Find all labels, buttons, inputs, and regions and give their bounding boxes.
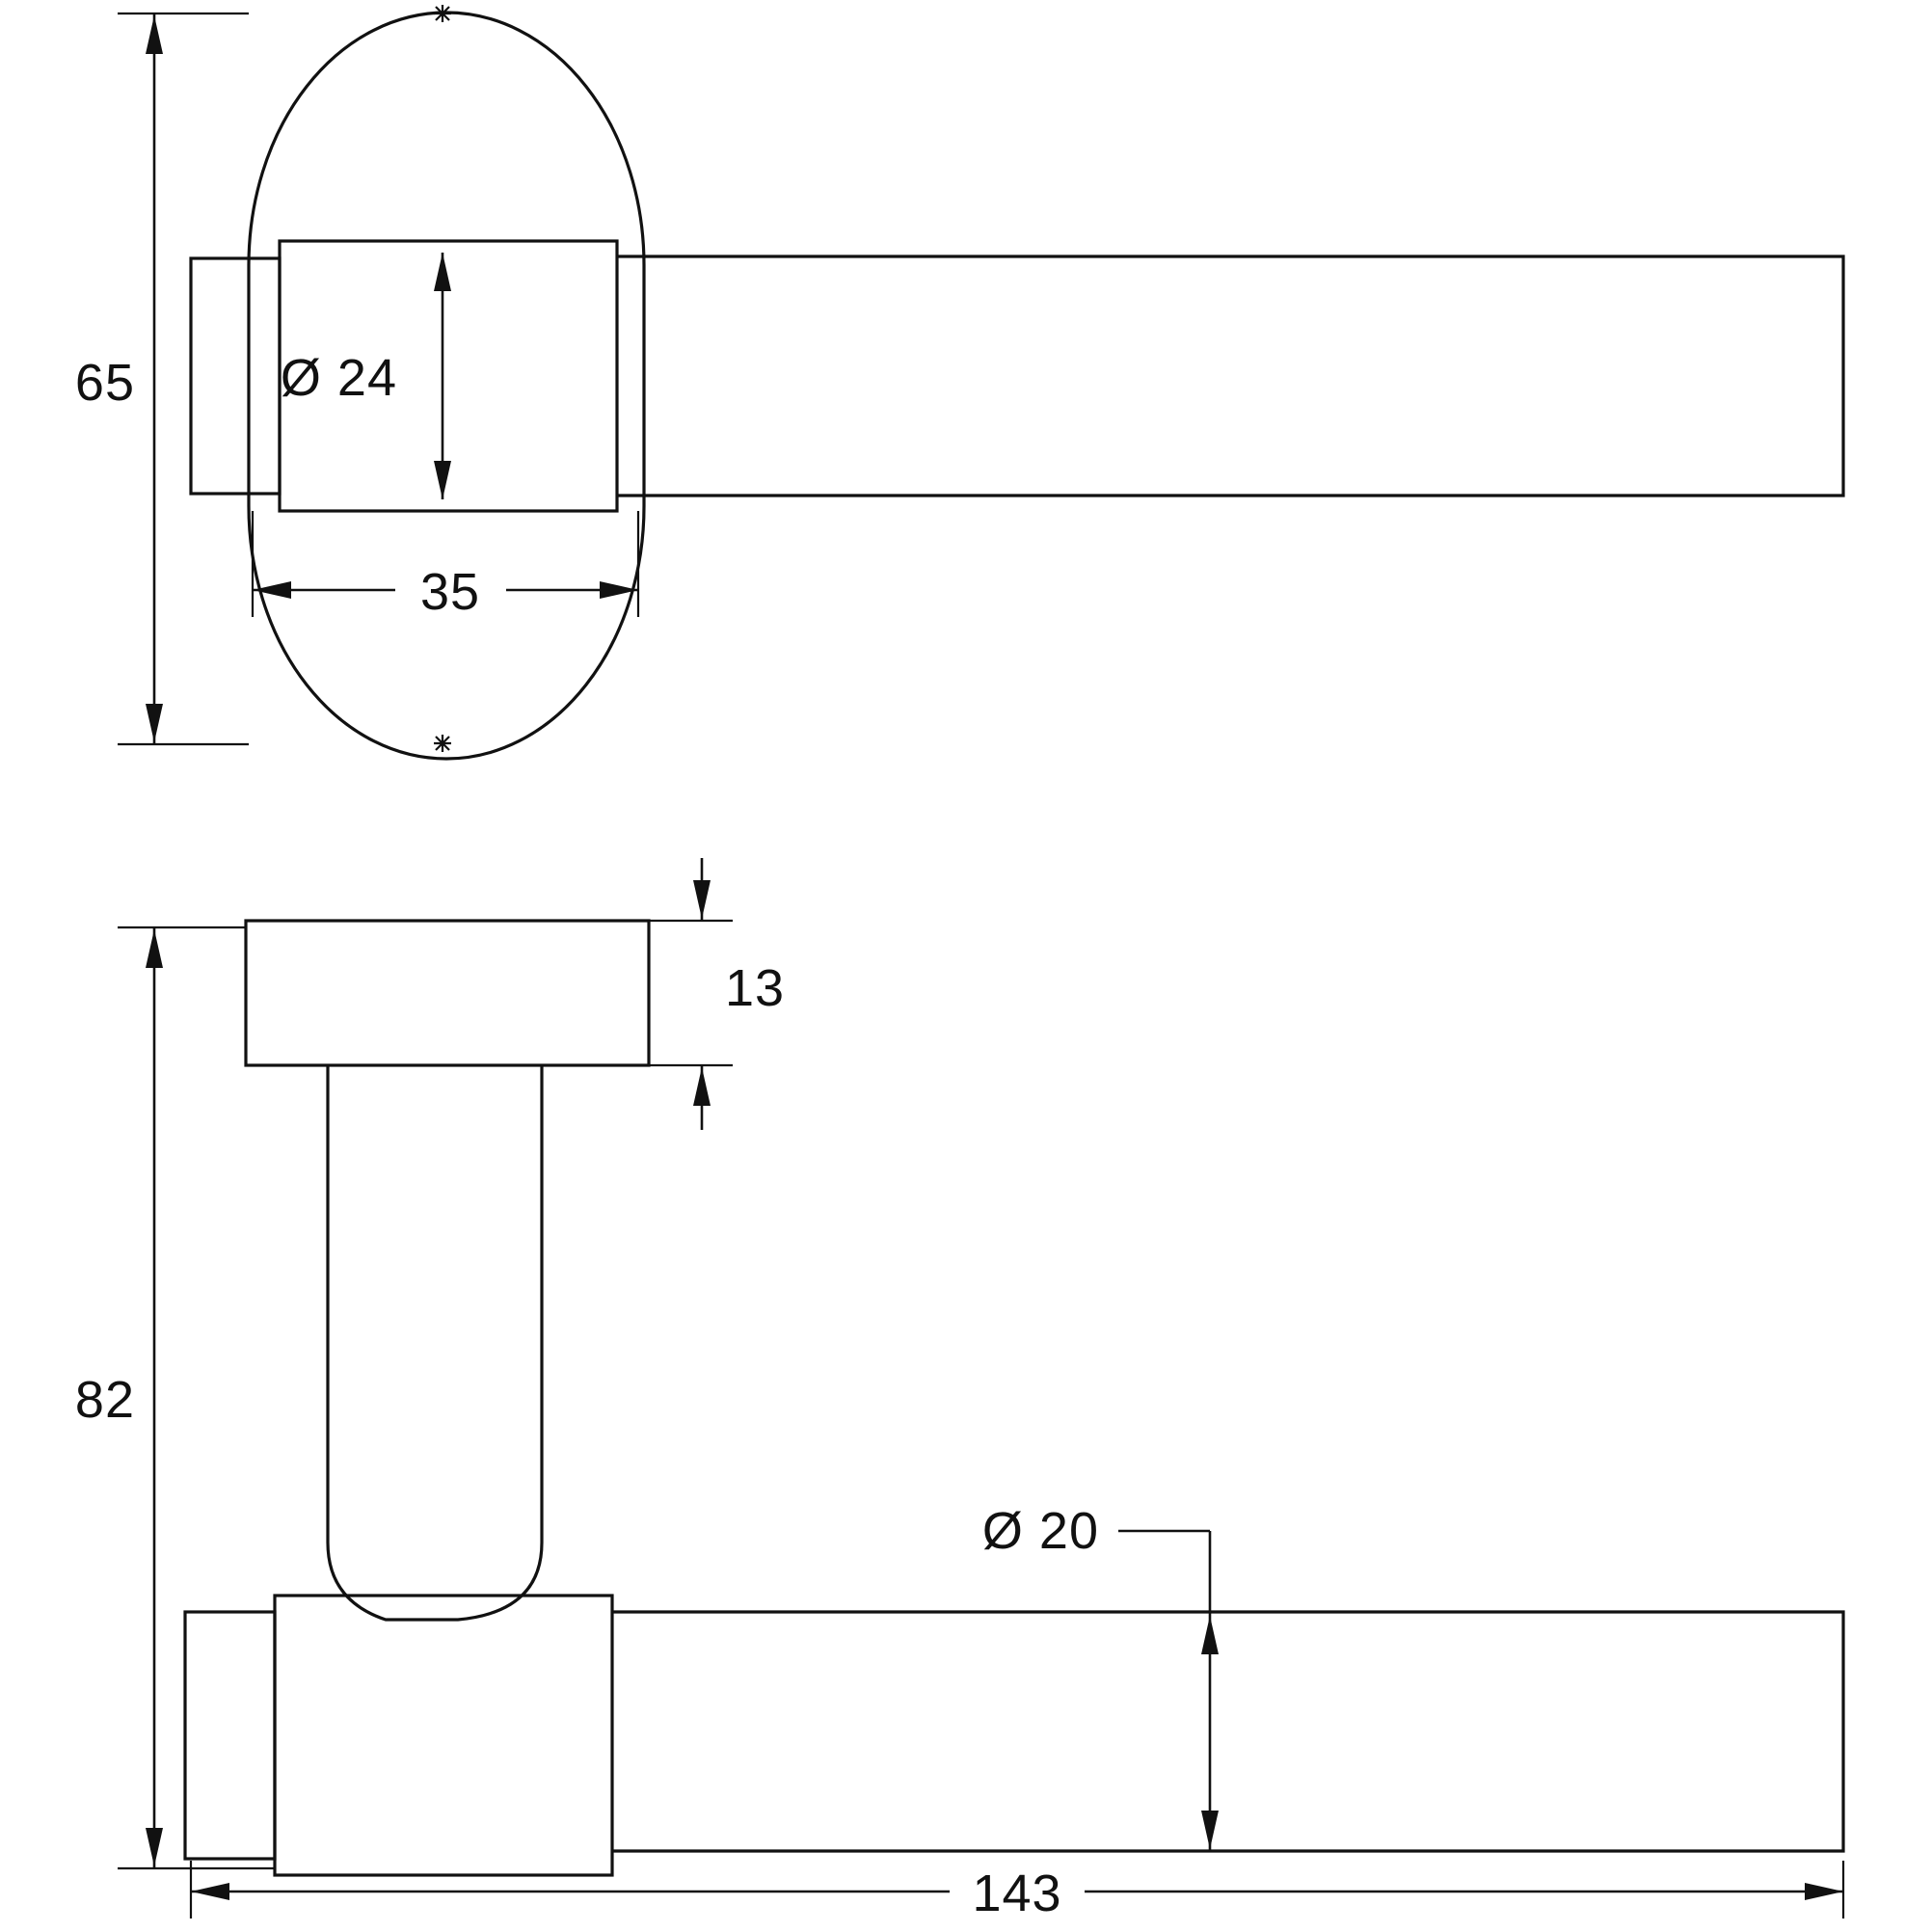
dim-label-82: 82 — [74, 1371, 135, 1429]
dim-label-24: Ø 24 — [280, 349, 397, 407]
center-mark-bottom-icon — [434, 735, 451, 752]
dim-label-20: Ø 20 — [981, 1502, 1099, 1560]
arrow-65-up — [146, 15, 163, 54]
arrow-82-down — [146, 1828, 163, 1866]
top-view-lever-bar — [617, 256, 1843, 496]
arrow-65-down — [146, 704, 163, 742]
arrow-20-up — [1201, 1616, 1219, 1654]
side-view-lever-bar — [612, 1612, 1843, 1851]
top-view-dimensions — [75, 13, 638, 744]
arrow-13-down — [693, 880, 711, 919]
side-view-left-tab — [185, 1612, 275, 1859]
arrow-24-up — [434, 253, 451, 291]
side-view-dimensions — [75, 858, 1843, 1922]
dim-label-65: 65 — [74, 354, 135, 412]
arrow-143-right — [1805, 1883, 1843, 1900]
side-view-rose-plate — [246, 921, 649, 1065]
top-view-left-tab — [191, 258, 280, 494]
center-mark-top-icon — [434, 5, 451, 22]
dim-label-35: 35 — [419, 563, 481, 621]
arrow-20-down — [1201, 1811, 1219, 1849]
side-view-geometry — [185, 921, 1843, 1875]
top-view-geometry — [191, 5, 1843, 759]
arrow-13-up — [693, 1067, 711, 1106]
arrow-24-down — [434, 461, 451, 499]
arrow-143-left — [191, 1883, 229, 1900]
arrow-82-up — [146, 929, 163, 968]
dim-label-143: 143 — [972, 1865, 1062, 1922]
dim-label-13: 13 — [725, 959, 786, 1017]
side-view-neck — [328, 1065, 542, 1620]
side-view-hub — [275, 1596, 612, 1875]
